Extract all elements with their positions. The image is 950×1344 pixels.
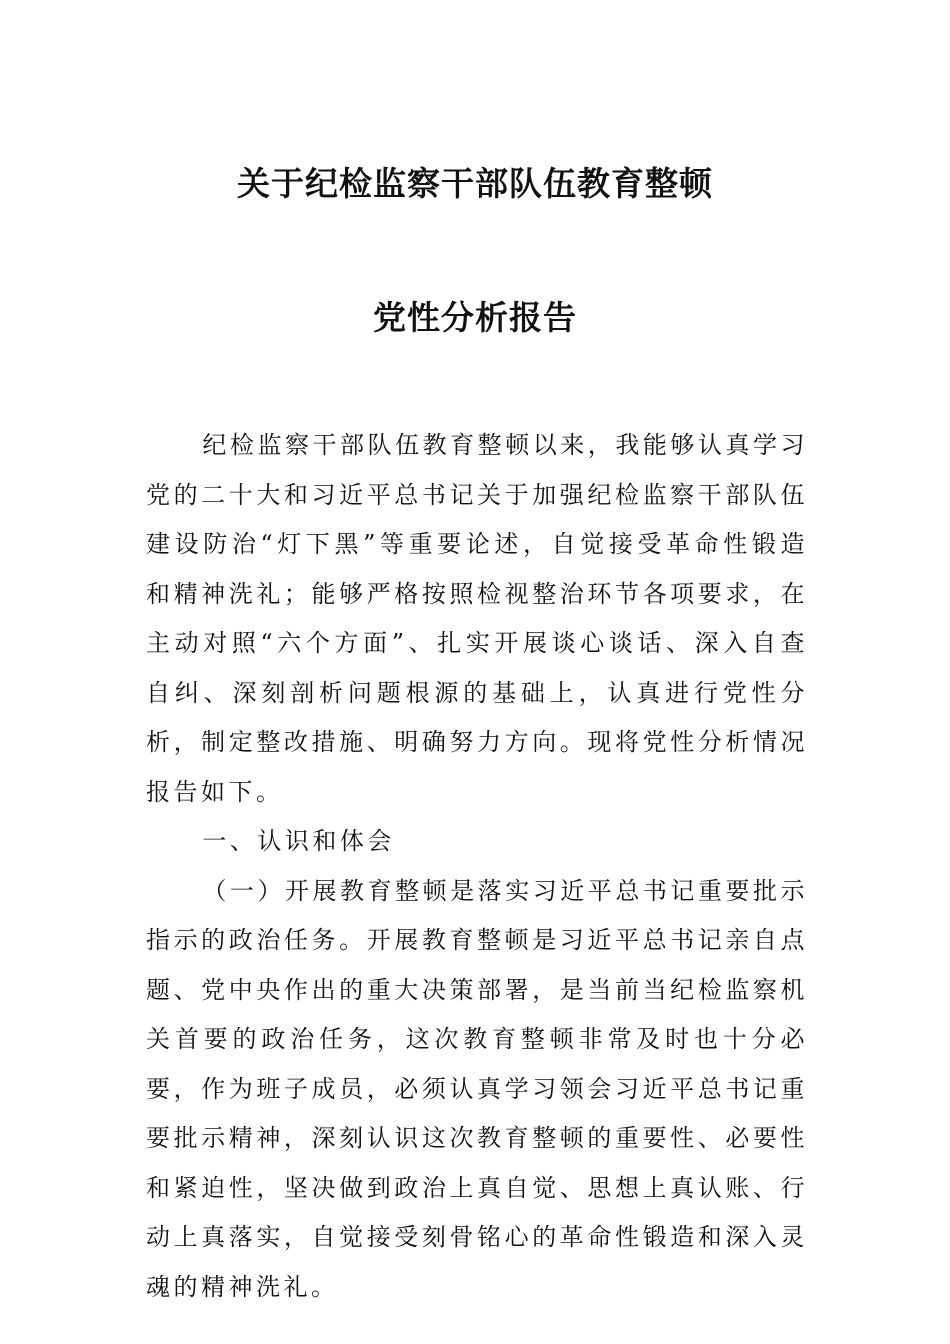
title-line-1: 关于纪检监察干部队伍教育整顿 (237, 164, 713, 203)
title-line-2: 党性分析报告 (373, 298, 577, 337)
intro-paragraph: 纪检监察干部队伍教育整顿以来，我能够认真学习党的二十大和习近平总书记关于加强纪检监察干部队伍建设防治“灯下黑”等重要论述，自觉接受革命性锻造和精神洗礼；能够严格按照检视整治环节各项要求，在主动对照“六个方面”、扎实开展谈心谈话、深入自查自纠、深刻剖析问题根源的基础上，认真进行党性分析，制定整改措施、明确努力方向。现将党性分析情况报告如下。 (146, 431, 808, 806)
document-body (146, 421, 808, 1312)
subsection-paragraph-1: （一）开展教育整顿是落实习近平总书记重要批示指示的政治任务。开展教育整顿是习近平总书记亲自点题、党中央作出的重大决策部署，是当前当纪检监察机关首要的政治任务，这次教育整顿非常及时也十分必要，作为班子成员，必须认真学习领会习近平总书记重要批示精神，深刻认识这次教育整顿的重要性、必要性和紧迫性，坚决做到政治上真自觉、思想上真认账、行动上真落实，自觉接受刻骨铭心的革命性锻造和深入灵魂的精神洗礼。 (146, 876, 808, 1301)
section-heading-1: 一、认识和体会 (202, 827, 395, 855)
